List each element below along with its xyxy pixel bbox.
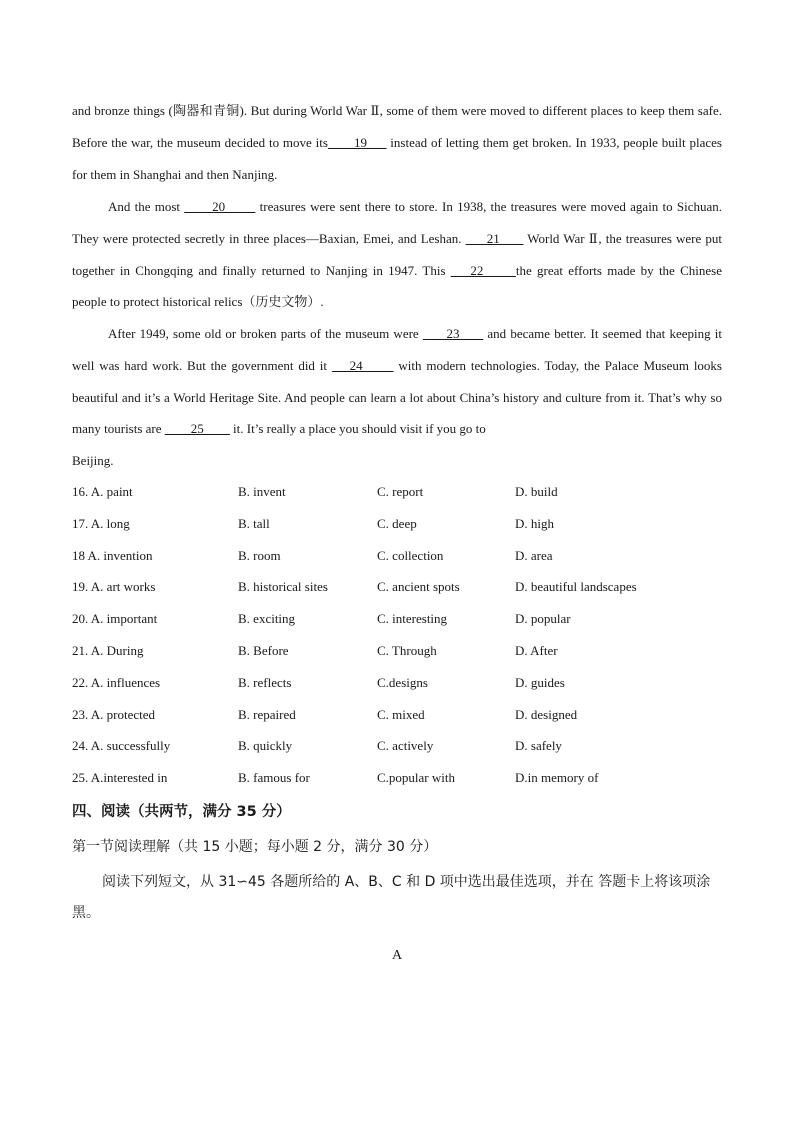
option-b: B. reflects xyxy=(238,674,292,690)
section-title: 四、阅读（共两节，满分 35 分） xyxy=(72,804,291,820)
blank-25: ____25____ xyxy=(164,421,230,437)
option-d: D. beautiful landscapes xyxy=(515,579,637,595)
answer-options xyxy=(72,477,722,795)
question-row xyxy=(72,636,722,668)
passage-text: Beijing. xyxy=(72,453,114,469)
option-d: D. build xyxy=(515,484,558,499)
option-a: 16. A. paint xyxy=(72,484,133,499)
question-row xyxy=(72,572,722,604)
passage-paragraph-2 xyxy=(72,191,722,318)
option-a: 24. A. successfully xyxy=(72,738,171,754)
option-b: B. room xyxy=(238,547,281,563)
question-row xyxy=(72,668,722,700)
passage-text: World War Ⅱ, the treasures were put together in Chongqing and finally returned to Nanjing in 1947. This xyxy=(72,230,722,278)
option-a: 19. A. art works xyxy=(72,579,156,595)
option-d: D. After xyxy=(515,642,558,658)
blank-21: __21___ xyxy=(465,230,524,246)
option-a: 22. A. influences xyxy=(72,674,161,690)
option-a: 25. A.interested in xyxy=(72,770,168,786)
option-c: C.designs xyxy=(377,674,428,690)
option-c: C. interesting xyxy=(377,611,448,627)
passage-text: with modern technologies. Today, the Palace Museum looks beautiful and it’s a World Heritage Site. And people can learn a lot about China’s history and culture from it. That’s why so many tourists are xyxy=(72,357,722,437)
option-a: 20. A. important xyxy=(72,611,158,627)
section-instruction: 阅读下列短文，从 31∽45 各题所给的 A、B、C 和 D 项中选出最佳选项，并在 答题卡上将该项涂黑。 xyxy=(72,874,711,921)
blank-23: ___23___ xyxy=(422,326,484,341)
option-c: C. collection xyxy=(377,547,444,563)
passage-text: After 1949, some old or broken parts of the museum were xyxy=(108,326,423,341)
blank-22: ___22_____ xyxy=(450,262,516,278)
blank-24: __24____ xyxy=(331,357,394,373)
question-row xyxy=(72,604,722,636)
option-c: C. report xyxy=(377,484,424,499)
option-d: D. area xyxy=(515,547,553,563)
option-d: D. designed xyxy=(515,706,578,722)
option-a: 18 A. invention xyxy=(72,547,153,563)
passage-text: and became better. It seemed that keeping it well was hard work. But the government did it xyxy=(72,326,723,373)
question-row xyxy=(72,700,722,732)
option-d: D. popular xyxy=(515,611,571,627)
part-label: A xyxy=(391,948,403,963)
option-b: B. repaired xyxy=(238,706,296,722)
option-c: C. deep xyxy=(377,515,417,531)
passage-text: the great efforts made by the Chinese people to protect historical relics（历史文物）. xyxy=(72,262,722,310)
passage-text: And the most xyxy=(108,199,185,214)
option-d: D. safely xyxy=(515,738,562,754)
option-a: 21. A. During xyxy=(72,642,144,658)
question-row xyxy=(72,541,722,573)
option-c: C.popular with xyxy=(377,770,455,786)
passage-paragraph-3 xyxy=(72,318,722,477)
option-b: B. Before xyxy=(238,642,289,658)
question-row xyxy=(72,731,722,763)
option-c: C. ancient spots xyxy=(377,579,460,595)
option-b: B. tall xyxy=(238,515,270,531)
option-b: B. historical sites xyxy=(238,579,328,595)
option-c: C. actively xyxy=(377,738,434,754)
option-b: B. invent xyxy=(238,484,286,499)
passage-text: it. It’s really a place you should visit if you go to xyxy=(229,421,486,437)
question-row xyxy=(72,477,722,509)
passage-paragraph-1 xyxy=(72,95,722,190)
option-c: C. mixed xyxy=(377,706,425,722)
blank-19: ____19___ xyxy=(327,134,387,150)
question-row xyxy=(72,509,722,541)
passage-text: treasures were sent there to store. In 1938, the treasures were moved again to Sichuan. They were protected secretly in three places—Baxian, Emei, and Leshan. xyxy=(72,199,723,246)
passage-text: and bronze things (陶器和青铜). But during World War Ⅱ, some of them were moved to different places to keep them safe. Before the war, the museum decided to move its xyxy=(72,103,722,150)
option-a: 17. A. long xyxy=(72,515,130,531)
option-d: D.in memory of xyxy=(515,770,599,786)
option-a: 23. A. protected xyxy=(72,706,156,722)
question-row xyxy=(72,763,722,795)
section-subtitle: 第一节阅读理解（共 15 小题；每小题 2 分，满分 30 分） xyxy=(72,839,438,855)
option-b: B. exciting xyxy=(238,611,296,627)
option-d: D. guides xyxy=(515,674,565,690)
blank-20: ___20____ xyxy=(184,199,256,214)
option-b: B. quickly xyxy=(238,738,293,754)
passage-text: instead of letting them get broken. In 1933, people built places for them in Shanghai and then Nanjing. xyxy=(72,134,722,182)
option-c: C. Through xyxy=(377,642,437,658)
option-b: B. famous for xyxy=(238,770,310,786)
option-d: D. high xyxy=(515,515,554,531)
